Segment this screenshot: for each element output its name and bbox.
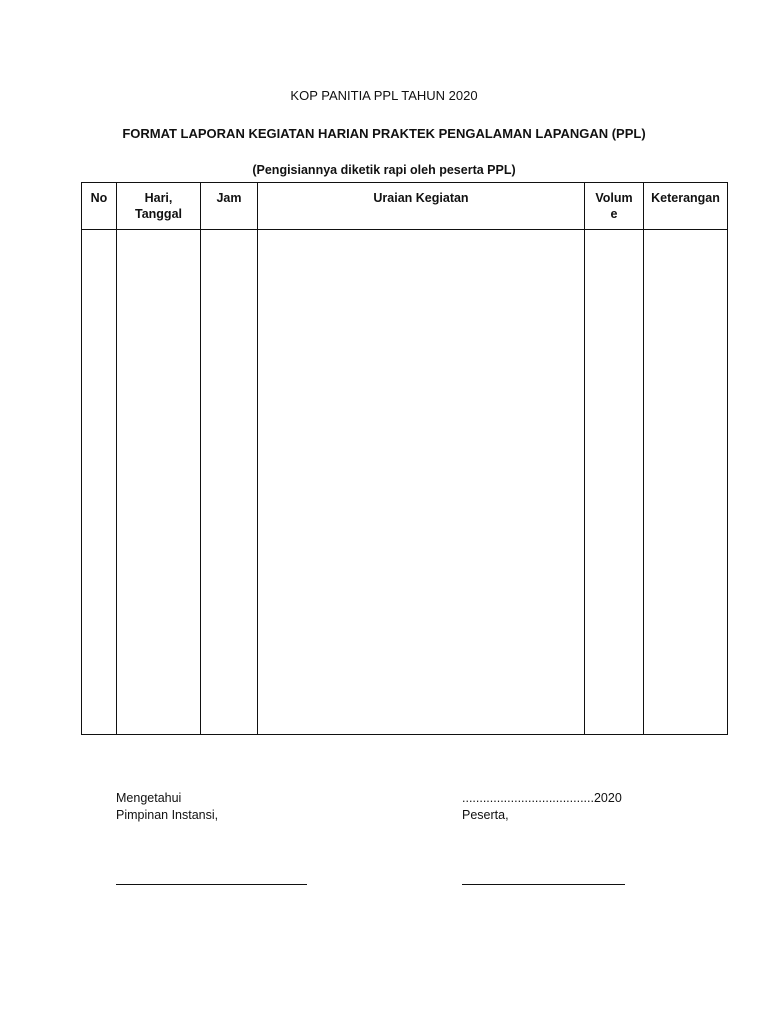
cell-volume [585,230,644,735]
header-no [82,183,117,230]
cell-no [82,230,117,735]
signature-left-line [116,884,307,885]
signature-right-line2: Peserta, [462,808,509,822]
header-volume [585,183,644,230]
signature-left-block [116,790,218,824]
table-header-row [82,183,728,230]
header-hari-tanggal [117,183,201,230]
header-volume-label-2: e [610,207,618,221]
header-uraian-label: Uraian Kegiatan [373,191,469,205]
header-keterangan-label: Keterangan [651,191,720,205]
table-row [82,230,728,735]
signature-right-line1: ......................................2020 [462,791,622,805]
header-jam [201,183,258,230]
header-hari-label: Hari, [144,191,173,205]
header-volume-label-1: Volum [595,191,633,205]
header-keterangan [644,183,728,230]
activity-table [81,182,728,735]
kop-header: KOP PANITIA PPL TAHUN 2020 [290,88,478,103]
document-title: FORMAT LAPORAN KEGIATAN HARIAN PRAKTEK PENGALAMAN LAPANGAN (PPL) [122,126,646,141]
cell-jam [201,230,258,735]
cell-keterangan [644,230,728,735]
header-no-label: No [90,191,108,205]
header-tanggal-label: Tanggal [135,207,182,221]
header-uraian-kegiatan [258,183,585,230]
signature-right-line [462,884,625,885]
cell-hari-tanggal [117,230,201,735]
document-subtitle: (Pengisiannya diketik rapi oleh peserta PPL) [252,163,516,177]
signature-left-line2: Pimpinan Instansi, [116,808,219,822]
cell-uraian-kegiatan [258,230,585,735]
header-jam-label: Jam [216,191,242,205]
signature-right-block [462,790,622,824]
signature-left-line1: Mengetahui [116,791,182,805]
